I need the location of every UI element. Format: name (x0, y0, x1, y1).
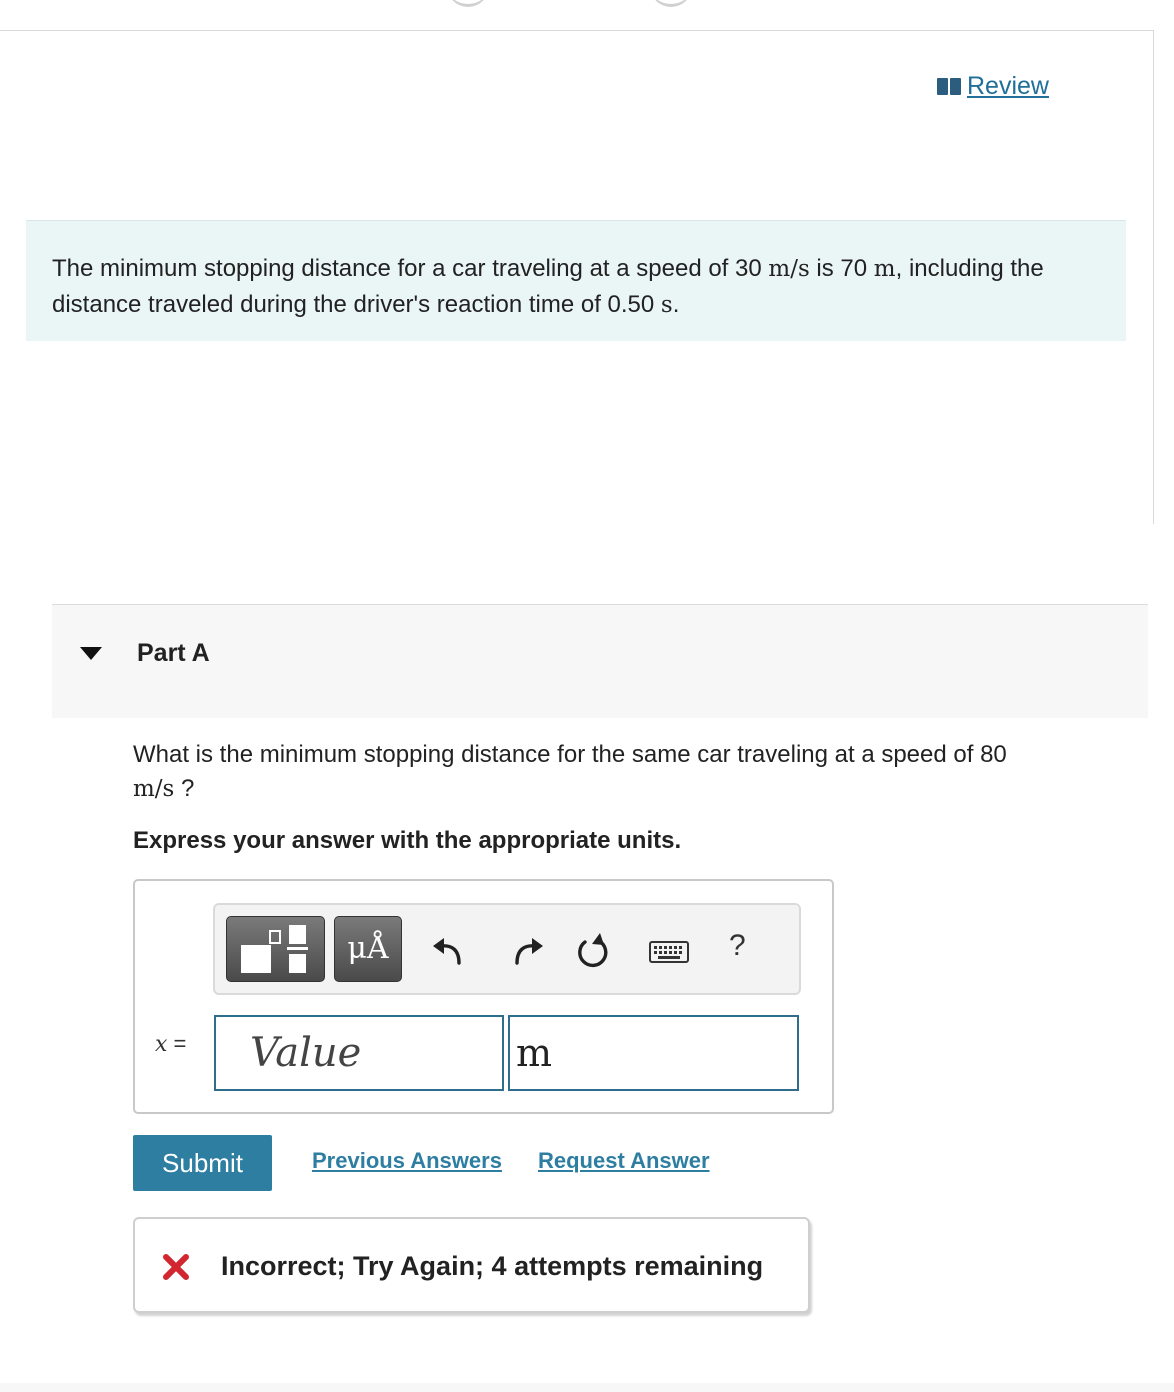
submit-button[interactable]: Submit (133, 1135, 272, 1191)
intro-distance-unit: m (873, 256, 896, 282)
math-toolbar (213, 903, 801, 995)
question-speed-unit: m/s (133, 776, 175, 802)
part-header[interactable] (52, 604, 1148, 718)
problem-intro (26, 220, 1126, 341)
units-button[interactable] (334, 916, 402, 982)
equals-sign: = (167, 1031, 187, 1056)
help-icon[interactable]: ? (729, 929, 746, 962)
question-text-1: What is the minimum stopping distance for the same car traveling at a speed of 80 (133, 741, 1007, 768)
intro-text-2: is 70 (809, 255, 874, 282)
right-divider (1153, 30, 1154, 524)
previous-answers-link[interactable]: Previous Answers (312, 1148, 502, 1173)
units-icon: μÅ (347, 931, 389, 966)
top-arc-left (447, 0, 489, 7)
part-title: Part A (137, 639, 210, 667)
intro-speed-unit: m/s (768, 256, 810, 282)
variable-label (155, 1031, 186, 1057)
top-arc-right (650, 0, 692, 7)
top-divider (0, 30, 1154, 31)
request-answer-link[interactable]: Request Answer (538, 1148, 710, 1173)
feedback-text: Incorrect; Try Again; 4 attempts remaining (221, 1251, 764, 1281)
intro-text-1: The minimum stopping distance for a car traveling at a speed of 30 (52, 255, 769, 282)
reset-icon[interactable] (573, 931, 613, 971)
templates-icon (241, 925, 313, 973)
answer-instruction: Express your answer with the appropriate units. (133, 827, 682, 854)
review-link[interactable] (937, 72, 1049, 101)
undo-icon[interactable] (429, 931, 469, 971)
question-text (133, 738, 1033, 806)
intro-time-unit: s (660, 292, 673, 318)
incorrect-x-icon (162, 1253, 190, 1281)
unit-input[interactable] (508, 1015, 799, 1091)
intro-text-4: . (672, 291, 680, 318)
keyboard-icon[interactable] (647, 931, 691, 971)
question-text-2: ? (174, 775, 195, 802)
collapse-caret-icon[interactable] (80, 647, 102, 660)
value-input[interactable] (214, 1015, 504, 1091)
answer-panel (133, 879, 834, 1114)
review-link-label: Review (967, 72, 1049, 100)
redo-icon[interactable] (507, 931, 547, 971)
intro-text-3: , including the distance traveled during the driver's reaction time of 0.50 (52, 255, 1044, 318)
book-icon (937, 78, 961, 95)
templates-button[interactable] (226, 916, 325, 982)
feedback-message (133, 1217, 810, 1313)
bottom-strip (0, 1383, 1174, 1392)
variable-symbol: x (155, 1032, 168, 1057)
